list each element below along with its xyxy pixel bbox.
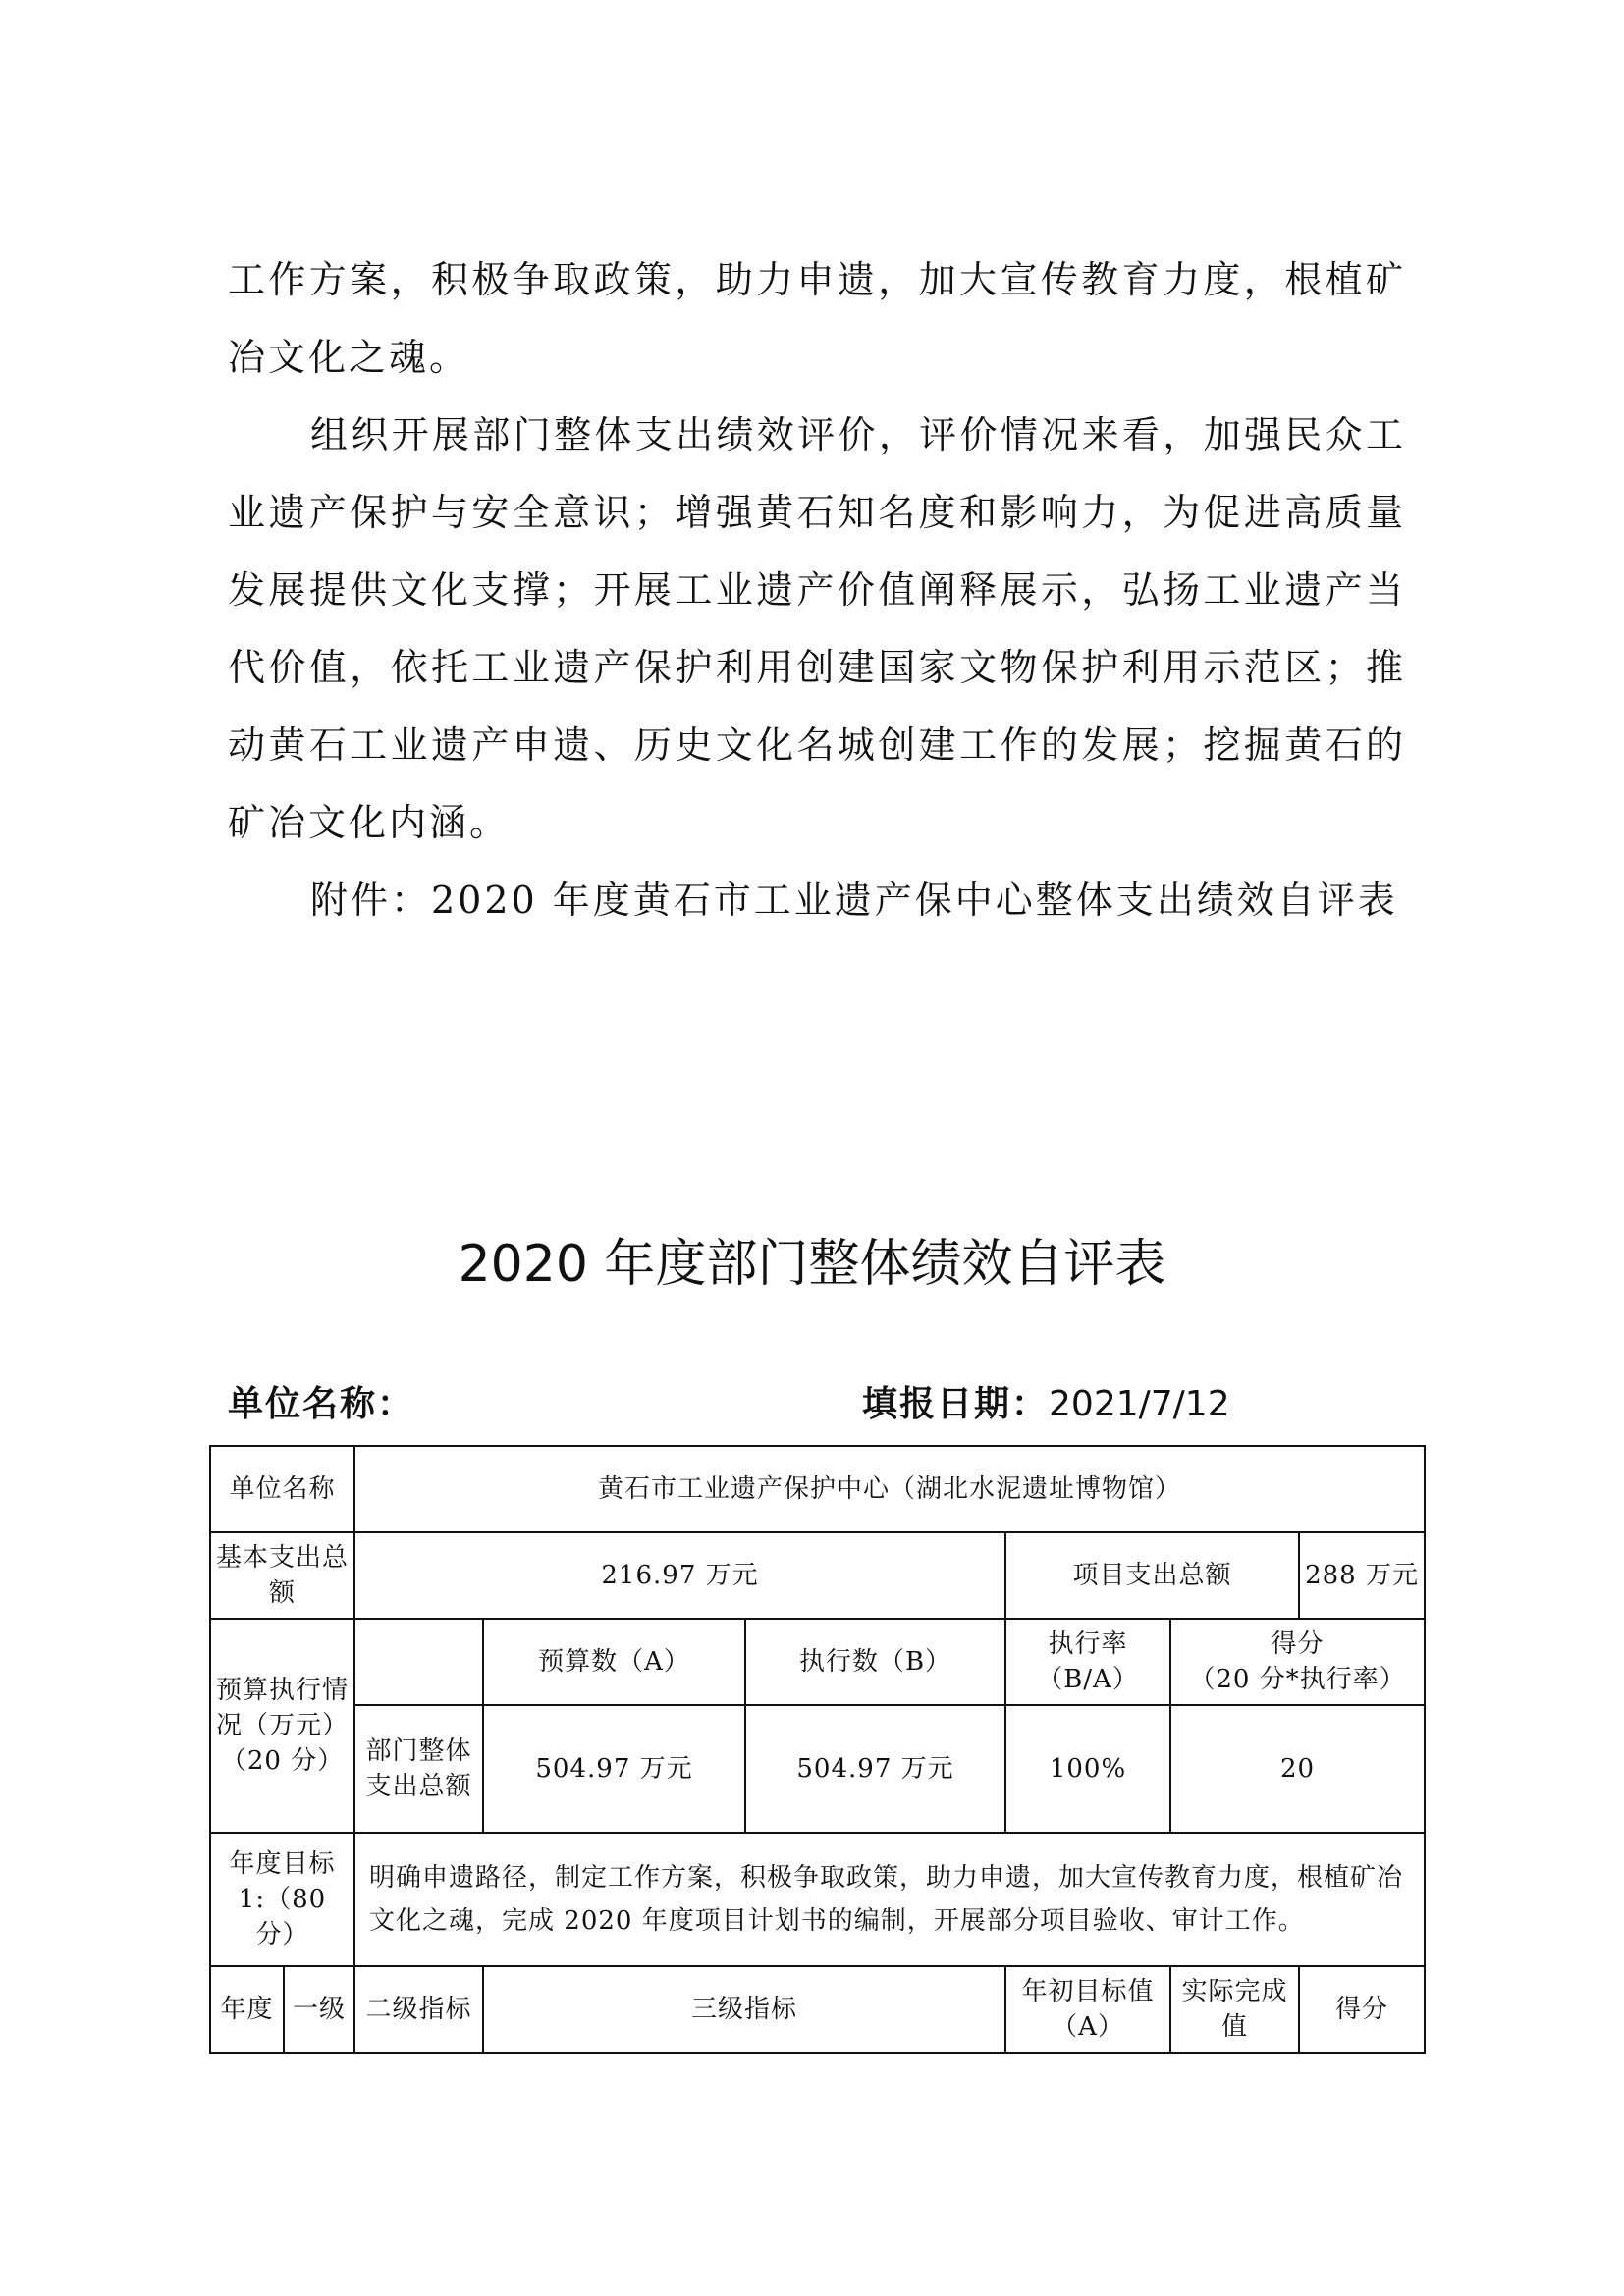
rate-header-line2: （B/A）	[1037, 1665, 1139, 1694]
fill-date	[862, 1372, 1230, 1435]
annual-goal-header: 年度目标 1:（80 分）	[210, 1833, 354, 1966]
rate-header	[1005, 1619, 1170, 1705]
table-title: 2020 年度部门整体绩效自评表	[458, 1235, 1166, 1294]
table-row	[210, 1833, 1425, 1966]
fill-date-value: 2021/7/12	[1049, 1384, 1230, 1424]
col-level3-header: 三级指标	[483, 1966, 1005, 2053]
table-row	[210, 1966, 1425, 2053]
basic-expense-header: 基本支出总额	[210, 1532, 354, 1619]
rate-header-line1: 执行率	[1048, 1629, 1128, 1659]
project-expense-header: 项目支出总额	[1005, 1532, 1299, 1619]
fill-date-label: 填报日期：	[862, 1383, 1050, 1424]
budget-a-header: 预算数（A）	[483, 1619, 745, 1705]
table-row	[210, 1532, 1425, 1619]
col-year-header: 年度	[210, 1966, 284, 2053]
score-header	[1170, 1619, 1425, 1705]
performance-table	[209, 1445, 1426, 2054]
dept-total-header: 部门整体支出总额	[354, 1705, 483, 1833]
budget-b-header: 执行数（B）	[745, 1619, 1005, 1705]
score-value: 20	[1170, 1705, 1425, 1833]
budget-a-value: 504.97 万元	[483, 1705, 745, 1833]
rate-value: 100%	[1005, 1705, 1170, 1833]
project-expense-value: 288 万元	[1299, 1532, 1425, 1619]
table-row	[210, 1619, 1425, 1705]
table-row	[210, 1446, 1425, 1532]
basic-expense-value: 216.97 万元	[354, 1532, 1005, 1619]
score-header-line2: （20 分*执行率）	[1189, 1665, 1406, 1694]
col-target-header: 年初目标值（A）	[1005, 1966, 1170, 2053]
table-row	[210, 1705, 1425, 1833]
budget-execution-header: 预算执行情况（万元）（20 分）	[210, 1619, 354, 1833]
paragraph-1: 工作方案，积极争取政策，助力申遗，加大宣传教育力度，根植矿冶文化之魂。	[228, 258, 1406, 379]
col-score-header: 得分	[1299, 1966, 1425, 2053]
col-actual-header: 实际完成值	[1170, 1966, 1299, 2053]
unit-name-header: 单位名称	[210, 1446, 354, 1532]
empty-cell	[354, 1619, 483, 1705]
unit-name-cell: 黄石市工业遗产保护中心（湖北水泥遗址博物馆）	[354, 1446, 1425, 1532]
unit-name-label: 单位名称：	[228, 1383, 415, 1424]
col-level2-header: 二级指标	[354, 1966, 483, 2053]
col-level1-header: 一级	[284, 1966, 354, 2053]
annual-goal-text: 明确申遗路径，制定工作方案，积极争取政策，助力申遗，加大宣传教育力度，根植矿冶文化之魂，完成 2020 年度项目计划书的编制，开展部分项目验收、审计工作。	[354, 1833, 1425, 1966]
budget-b-value: 504.97 万元	[745, 1705, 1005, 1833]
score-header-line1: 得分	[1271, 1629, 1325, 1659]
paragraph-2: 组织开展部门整体支出绩效评价，评价情况来看，加强民众工业遗产保护与安全意识；增强黄石知名度和影响力，为促进高质量发展提供文化支撑；开展工业遗产价值阐释展示，弘扬工业遗产当代价值，依托工业遗产保护利用创建国家文物保护利用示范区；推动黄石工业遗产申遗、历史文化名城创建工作的发展；挖掘黄石的矿冶文化内涵。	[228, 413, 1406, 844]
attachment-note: 附件：2020 年度黄石市工业遗产保中心整体支出绩效自评表	[310, 879, 1398, 922]
